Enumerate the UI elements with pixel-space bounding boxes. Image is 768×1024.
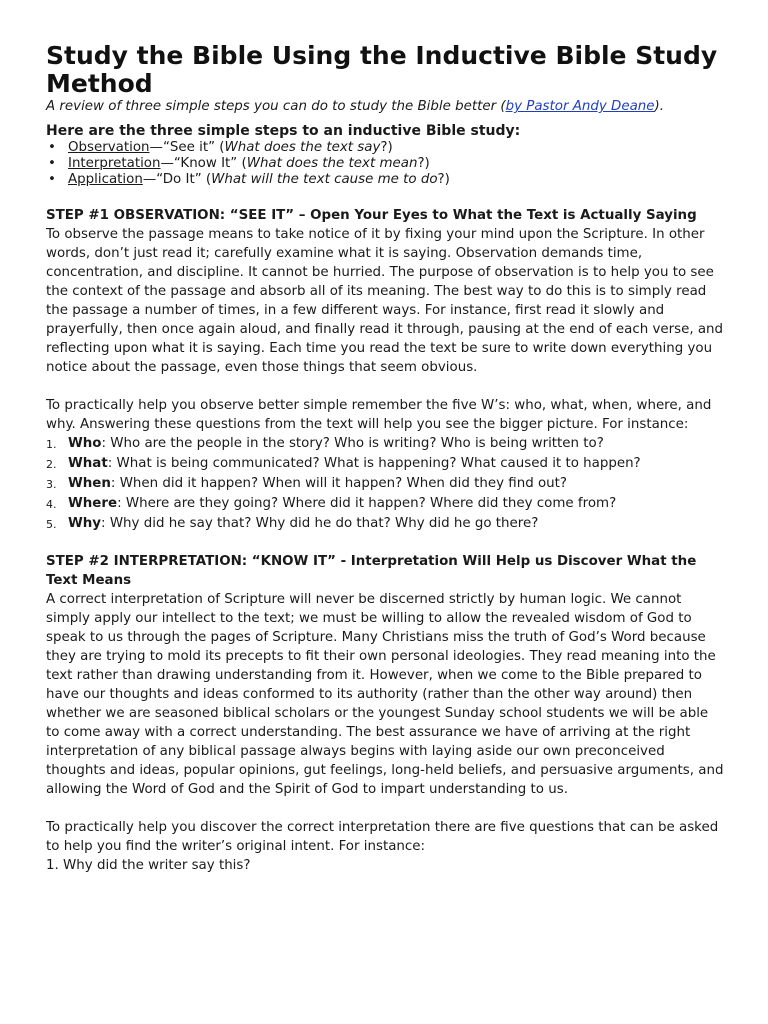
step-end: ?): [380, 140, 393, 155]
step-desc: —“Know It” (: [160, 156, 247, 171]
list-number: 5.: [46, 518, 57, 531]
step1-paragraph-2: To practically help you observe better simple remember the five W’s: who, what, when, where, and why. Answering these questions from the text will help you see the bigger picture. For instance:: [46, 398, 712, 432]
step-desc: —“Do It” (: [142, 172, 212, 187]
step-desc: —“See it” (: [149, 140, 225, 155]
step2-paragraph: A correct interpretation of Scripture will never be discerned strictly by human logic. We cannot simply apply our intellect to the text; we must be willing to allow the revealed wisdom of God to speak to us through the pages of Scripture. Many Christians miss the truth of God’s Word because they are trying to mold its precepts to fit their own personal ideologies. They read meaning into the text rather than drawing understanding from it. However, when we come to the Bible prepared to have our thoughts and ideas conformed to its authority (rather than the other way around) then whether we are seasoned biblical scholars or the youngest Sunday school students we will be able to come away with a correct understanding. The best assurance we have of arriving at the right interpretation of any biblical passage always begins with laying aside our own preconceived thoughts and ideas, popular opinions, gut feelings, long-held beliefs, and persuasive arguments, and allowing the Word of God and the Spirit of God to impart understanding to us.: [46, 592, 724, 797]
w-text: : Why did he say that? Why did he do that? Why did he go there?: [101, 516, 539, 531]
w-term: Who: [68, 436, 102, 451]
w-term: When: [68, 476, 111, 491]
step-term: Application: [68, 172, 143, 187]
list-item: [46, 454, 724, 474]
w-term: Why: [68, 516, 102, 531]
list-item: [68, 140, 724, 156]
list-item: [46, 434, 724, 454]
step-term: Interpretation: [68, 156, 161, 171]
step1-paragraph: To observe the passage means to take notice of it by fixing your mind upon the Scripture. In other words, don’t just read it; carefully examine what it is saying. Observation demands time, concentration, and discipline. It cannot be hurried. The purpose of observation is to help you to see the context of the passage and absorb all of its meaning. The best way to do this is to simply read the passage a number of times, in a few different ways. For instance, first read it slowly and prayerfully, then once again aloud, and finally read it through, pausing at the end of each verse, and reflecting upon what it is saying. Each time you read the text be sure to write down everything you notice about the passage, even those things that seem obvious.: [46, 227, 724, 375]
step-question: What does the text say: [224, 140, 381, 155]
list-item: [68, 156, 724, 172]
subtitle-end: ).: [654, 99, 665, 114]
list-number: 3.: [46, 478, 57, 491]
list-item: [46, 494, 724, 514]
step-end: ?): [417, 156, 430, 171]
w-text: : What is being communicated? What is happening? What caused it to happen?: [107, 456, 641, 471]
step2-heading: STEP #2 INTERPRETATION: “KNOW IT” - Interpretation Will Help us Discover What the Text Means: [46, 554, 697, 588]
list-number: 2.: [46, 458, 57, 471]
step-question: What will the text cause me to do: [211, 172, 438, 187]
five-ws-list: [46, 434, 724, 534]
w-text: : Where are they going? Where did it happen? Where did they come from?: [117, 496, 617, 511]
list-number: 1.: [46, 438, 57, 451]
w-term: What: [68, 456, 108, 471]
list-item: [46, 514, 724, 534]
page-title: Study the Bible Using the Inductive Bible Study Method: [46, 41, 718, 98]
list-item: [46, 474, 724, 494]
list-number: 4.: [46, 498, 57, 511]
author-link[interactable]: by Pastor Andy Deane: [505, 99, 655, 114]
w-term: Where: [68, 496, 118, 511]
w-text: : Who are the people in the story? Who is writing? Who is being written to?: [101, 436, 604, 451]
question-item: 1. Why did the writer say this?: [46, 858, 251, 873]
step-term: Observation: [68, 140, 150, 155]
step1-heading: STEP #1 OBSERVATION: “SEE IT” – Open Your Eyes to What the Text is Actually Saying: [46, 208, 697, 223]
step2-paragraph-2: To practically help you discover the correct interpretation there are five questions that can be asked to help you find the writer’s original intent. For instance:: [46, 820, 719, 854]
subtitle-text: A review of three simple steps you can do to study the Bible better (: [46, 99, 506, 114]
subtitle: [46, 98, 724, 115]
step-question: What does the text mean: [246, 156, 418, 171]
step-end: ?): [437, 172, 450, 187]
steps-list: [46, 140, 724, 188]
list-item: [68, 172, 724, 188]
w-text: : When did it happen? When will it happen? When did they find out?: [110, 476, 568, 491]
steps-heading: Here are the three simple steps to an inductive Bible study:: [46, 123, 521, 139]
